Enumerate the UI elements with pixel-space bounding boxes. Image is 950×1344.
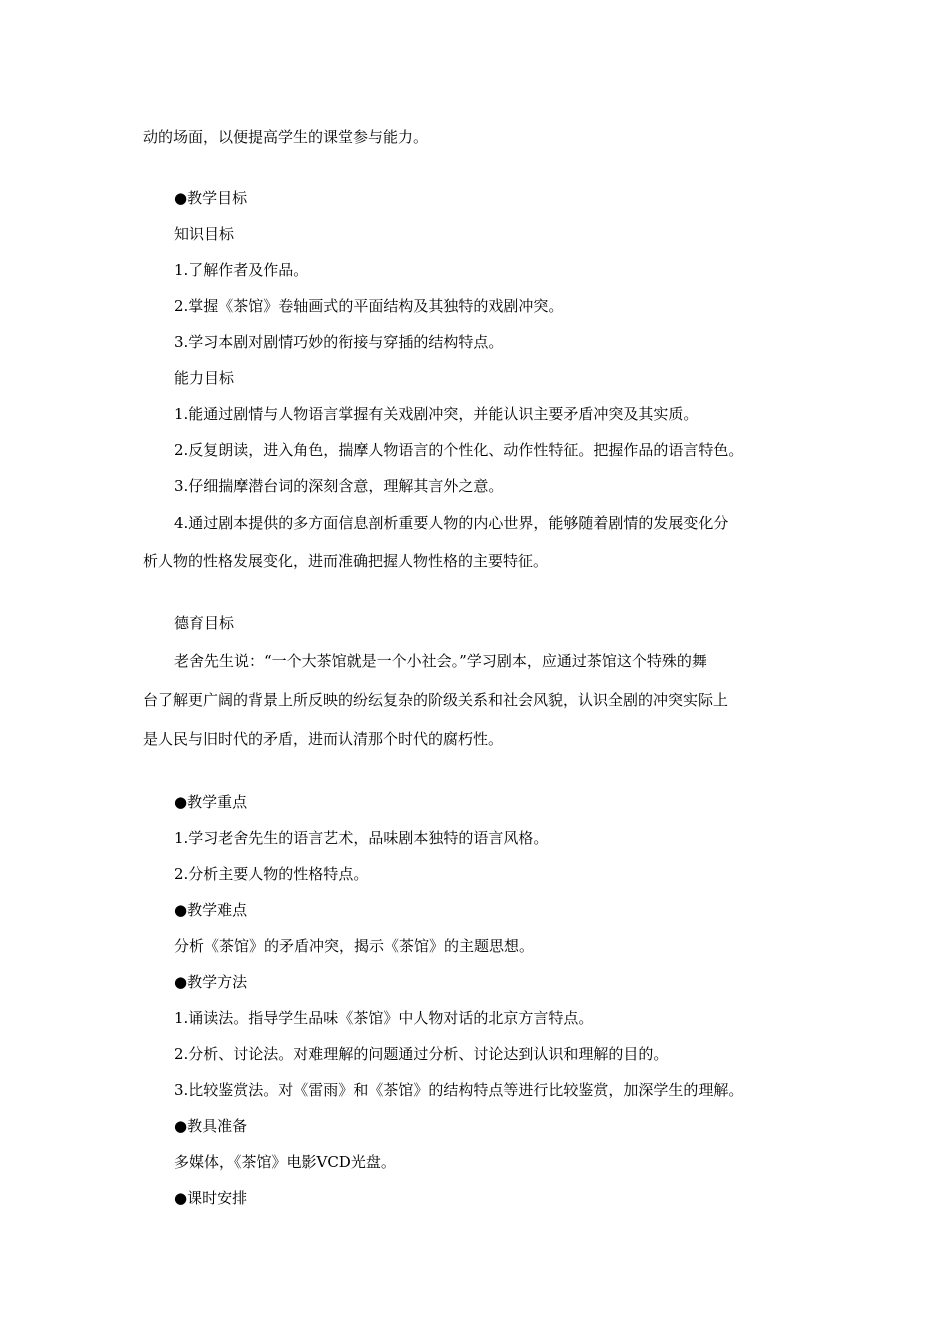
list-item: 1.能通过剧情与人物语言掌握有关戏剧冲突，并能认识主要矛盾冲突及其实质。 xyxy=(174,405,699,423)
list-item: 1.学习老舍先生的语言艺术，品味剧本独特的语言风格。 xyxy=(174,829,549,847)
paragraph-continuation: 台了解更广阔的背景上所反映的纷纭复杂的阶级关系和社会风貌，认识全剧的冲突实际上 xyxy=(143,691,729,709)
paragraph-continuation: 是人民与旧时代的矛盾，进而认清那个时代的腐朽性。 xyxy=(143,730,504,748)
list-item: 2.分析主要人物的性格特点。 xyxy=(174,865,369,883)
section-heading-difficulties: ●教学难点 xyxy=(174,901,248,919)
list-item: 4.通过剧本提供的多方面信息剖析重要人物的内心世界，能够随着剧情的发展变化分 xyxy=(174,514,729,532)
list-item: 3.仔细揣摩潜台词的深刻含意，理解其言外之意。 xyxy=(174,477,504,495)
section-heading-methods: ●教学方法 xyxy=(174,973,248,991)
list-item: 1.诵读法。指导学生品味《茶馆》中人物对话的北京方言特点。 xyxy=(174,1009,594,1027)
list-item: 2.分析、讨论法。对难理解的问题通过分析、讨论达到认识和理解的目的。 xyxy=(174,1045,669,1063)
list-item-continuation: 析人物的性格发展变化，进而准确把握人物性格的主要特征。 xyxy=(143,552,549,570)
section-heading-teaching-goals: ●教学目标 xyxy=(174,189,248,207)
list-item: 3.比较鉴赏法。对《雷雨》和《茶馆》的结构特点等进行比较鉴赏，加深学生的理解。 xyxy=(174,1081,744,1099)
paragraph-continuation: 动的场面，以便提高学生的课堂参与能力。 xyxy=(143,128,429,146)
subheading-moral-goals: 德育目标 xyxy=(174,614,235,632)
section-heading-materials: ●教具准备 xyxy=(174,1117,248,1135)
paragraph: 多媒体，《茶馆》电影VCD光盘。 xyxy=(174,1153,396,1171)
section-heading-schedule: ●课时安排 xyxy=(174,1189,248,1207)
paragraph: 老舍先生说：“一个大茶馆就是一个小社会。”学习剧本，应通过茶馆这个特殊的舞 xyxy=(174,652,707,670)
subheading-knowledge-goals: 知识目标 xyxy=(174,225,235,243)
list-item: 2.反复朗读，进入角色，揣摩人物语言的个性化、动作性特征。把握作品的语言特色。 xyxy=(174,441,744,459)
subheading-ability-goals: 能力目标 xyxy=(174,369,235,387)
section-heading-key-points: ●教学重点 xyxy=(174,793,248,811)
paragraph: 分析《茶馆》的矛盾冲突，揭示《茶馆》的主题思想。 xyxy=(174,937,535,955)
list-item: 1.了解作者及作品。 xyxy=(174,261,309,279)
list-item: 2.掌握《茶馆》卷轴画式的平面结构及其独特的戏剧冲突。 xyxy=(174,297,564,315)
list-item: 3.学习本剧对剧情巧妙的衔接与穿插的结构特点。 xyxy=(174,333,504,351)
